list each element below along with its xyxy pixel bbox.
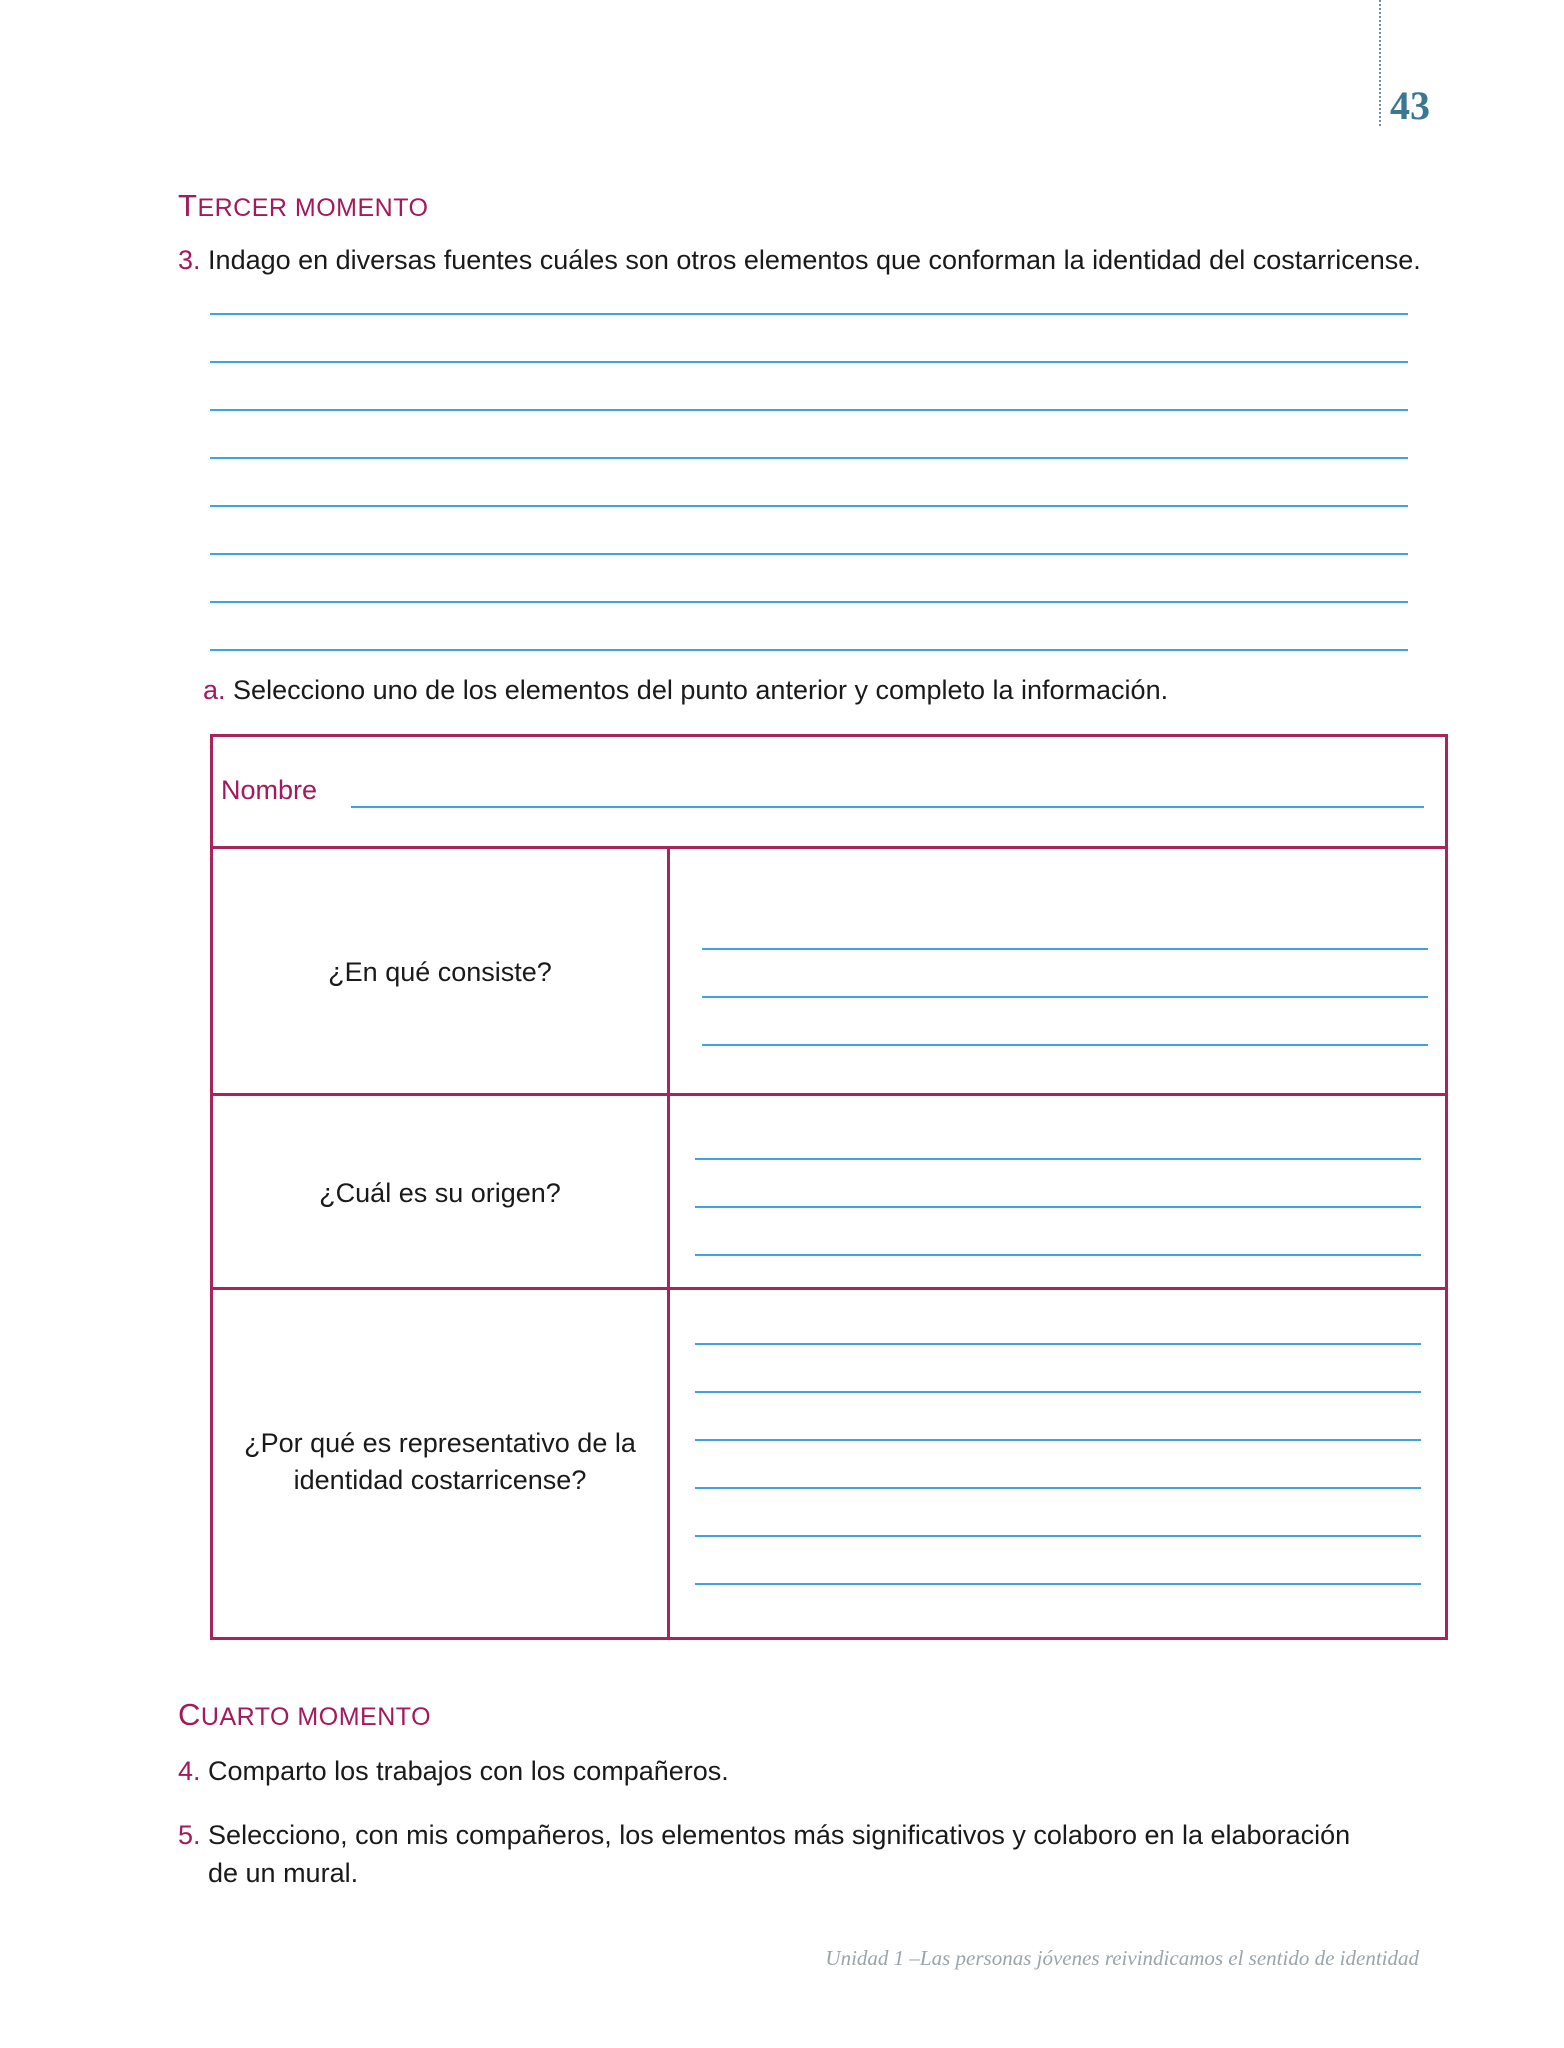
activity-3a [203,671,1168,709]
write-line[interactable] [702,948,1428,950]
table-row-divider [210,1093,1448,1096]
write-line[interactable] [210,457,1408,459]
question-representativo: ¿Por qué es representativo de la identidad costarricense? [244,1428,636,1495]
write-line[interactable] [695,1535,1421,1537]
margin-dotted-rule [1379,0,1381,126]
write-line[interactable] [695,1206,1421,1208]
write-line[interactable] [210,553,1408,555]
table-row-divider [210,846,1448,849]
name-write-line[interactable] [351,806,1424,808]
activity-3 [178,241,1421,279]
write-line[interactable] [695,1158,1421,1160]
activity-text: Selecciono, con mis compañeros, los elementos más significativos y colaboro en la elaboración [208,1820,1351,1850]
activity-text: Indago en diversas fuentes cuáles son otros elementos que conforman la identidad del costarricense. [208,245,1421,275]
write-line[interactable] [695,1391,1421,1393]
write-line[interactable] [695,1439,1421,1441]
activity-text: Comparto los trabajos con los compañeros. [208,1756,729,1786]
question-consiste: ¿En qué consiste? [328,957,552,987]
activity-5 [178,1816,1350,1892]
write-line[interactable] [210,361,1408,363]
activity-sub-label: a. [203,675,226,705]
table-row-divider [210,1287,1448,1290]
table-column-divider [667,846,670,1640]
page-number: 43 [1390,83,1430,128]
write-line[interactable] [695,1487,1421,1489]
activity-text-continuation: de un mural. [208,1858,359,1888]
section-heading-third-moment: TERCER MOMENTO [178,188,429,223]
write-line[interactable] [695,1583,1421,1585]
write-line[interactable] [210,505,1408,507]
activity-4 [178,1752,729,1790]
activity-sub-text: Selecciono uno de los elementos del punto anterior y completo la información. [233,675,1169,705]
name-label: Nombre [221,775,318,805]
section-heading-fourth-moment: CUARTO MOMENTO [178,1697,432,1732]
write-line[interactable] [702,996,1428,998]
activity-number: 3. [178,245,201,275]
page-footer: Unidad 1 –Las personas jóvenes reivindicamos el sentido de identidad [825,1946,1419,1970]
write-line[interactable] [702,1044,1428,1046]
write-line[interactable] [695,1254,1421,1256]
write-line[interactable] [210,601,1408,603]
write-line[interactable] [695,1343,1421,1345]
write-line[interactable] [210,649,1408,651]
activity-number: 4. [178,1756,201,1786]
activity-number: 5. [178,1820,201,1850]
write-line[interactable] [210,313,1408,315]
write-line[interactable] [210,409,1408,411]
question-origen: ¿Cuál es su origen? [319,1178,561,1208]
